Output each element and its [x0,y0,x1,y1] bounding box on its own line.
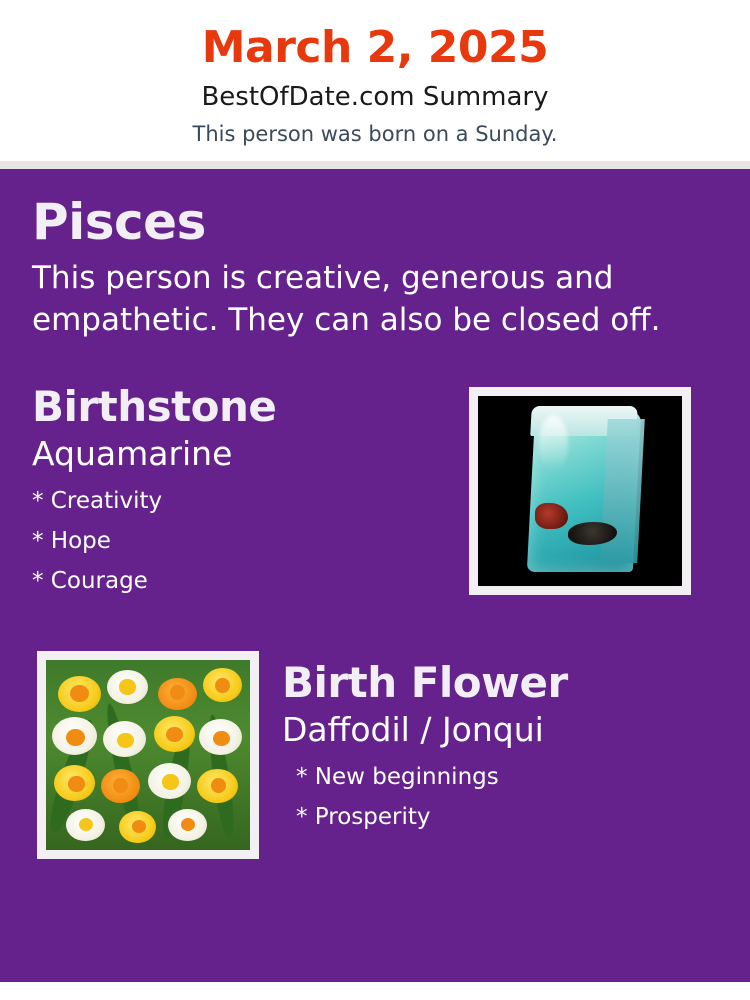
list-item: * Creativity [32,488,163,515]
birthstone-text [32,383,472,593]
header [0,0,750,161]
birth-flower-name: Daffodil / Jonqui [282,709,544,749]
content-panel [0,169,750,982]
header-divider [0,161,750,169]
list-item: * Hope [32,528,111,555]
birthstone-name: Aquamarine [32,433,233,473]
page-title: March 2, 2025 [201,22,549,73]
birth-flower-image-frame [37,651,259,859]
zodiac-description: This person is creative, generous and empathetic. They can also be closed off. [32,259,661,338]
daffodil-field-icon [46,660,250,850]
birthstone-section [32,383,718,613]
list-item: * Prosperity [296,804,431,831]
list-item: * Courage [32,568,148,595]
birth-flower-heading: Birth Flower [282,658,568,708]
birth-flower-traits [282,766,718,829]
birthstone-traits [32,490,472,593]
zodiac-section [32,192,718,342]
birth-flower-text [282,651,718,829]
zodiac-sign-name: Pisces [32,192,206,251]
birthstone-heading: Birthstone [32,382,277,432]
birthstone-image-frame [469,387,691,595]
site-summary-label: BestOfDate.com Summary [201,82,549,113]
born-day-text: This person was born on a Sunday. [192,121,558,146]
birth-flower-section [32,651,718,871]
aquamarine-crystal-icon [478,396,682,586]
list-item: * New beginnings [296,764,499,791]
